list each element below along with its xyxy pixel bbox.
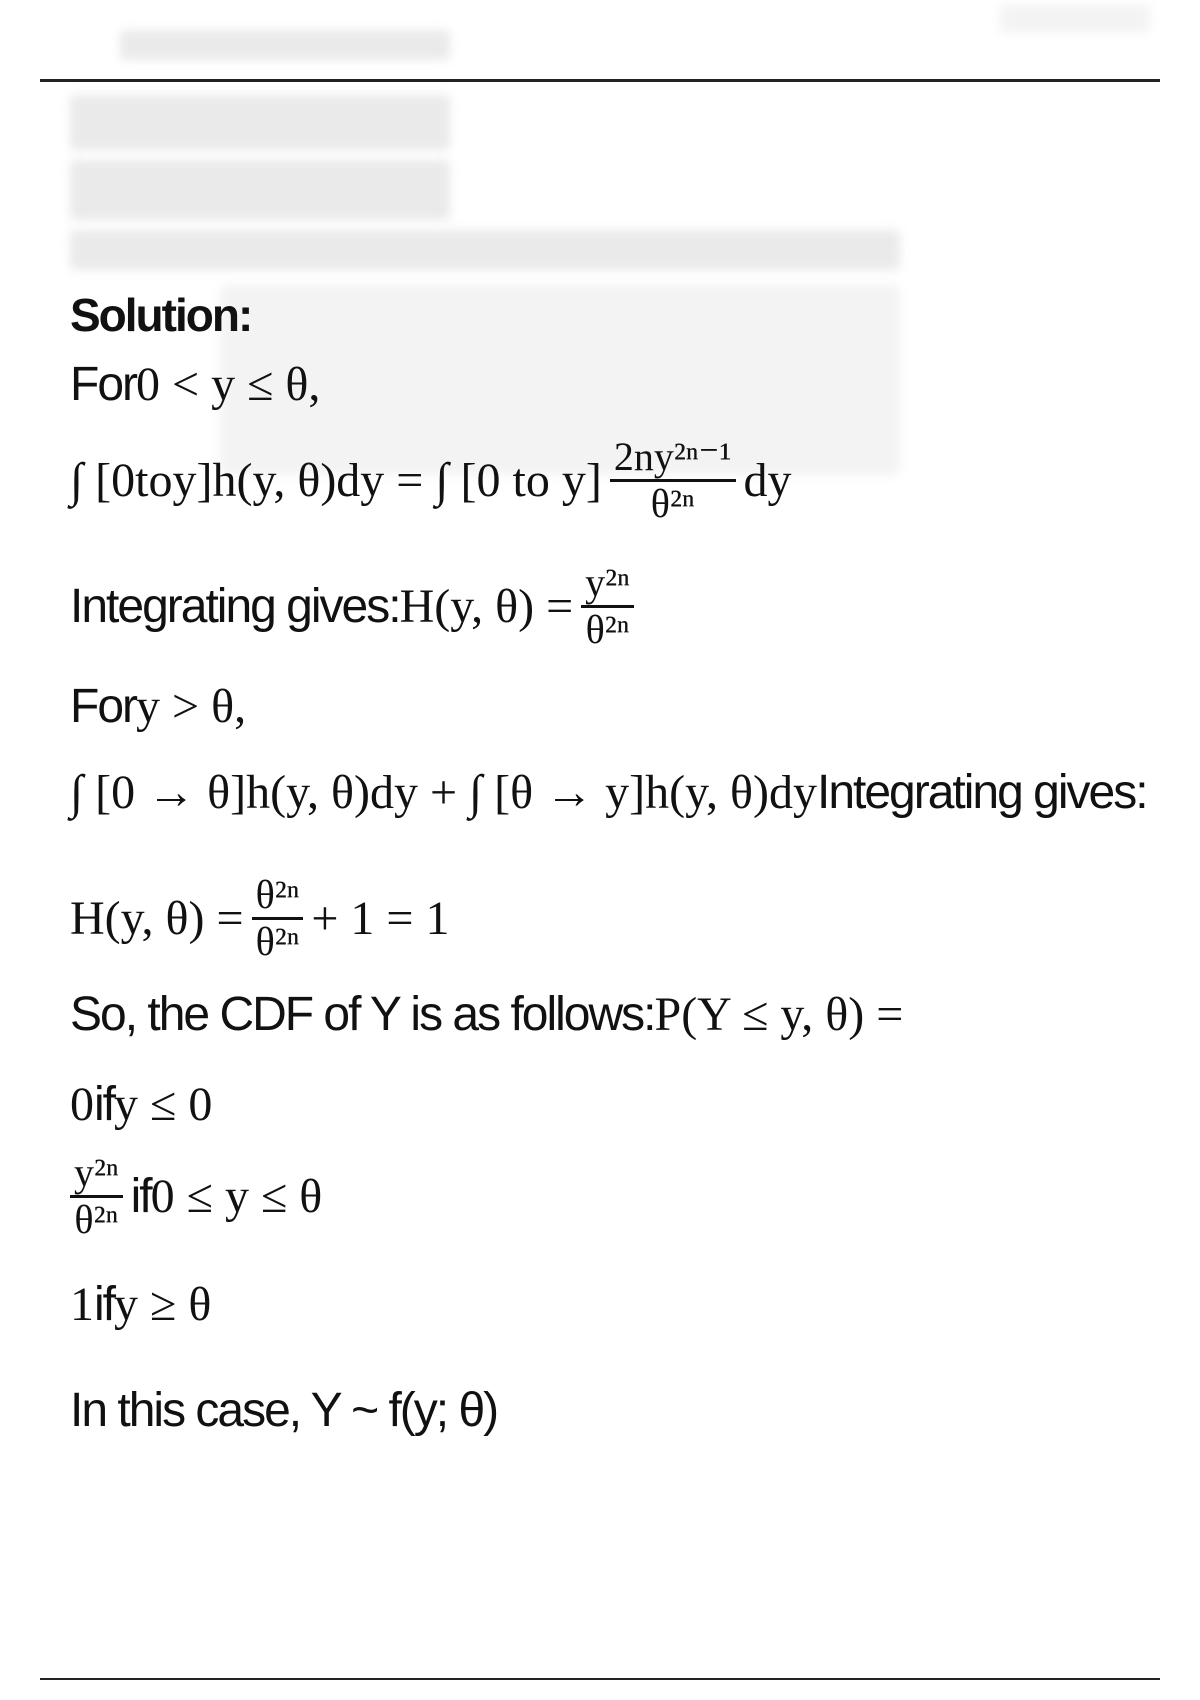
blurred-header-block <box>70 230 900 270</box>
cut-off-line <box>70 1384 530 1439</box>
cdf-piece-3 <box>70 1275 211 1335</box>
line-cdf-intro <box>70 985 903 1045</box>
fraction <box>581 560 634 652</box>
line-math: dy <box>743 453 792 507</box>
line-text: if <box>94 1278 114 1331</box>
line-case-2 <box>70 677 246 737</box>
line-math: P(Y ≤ y, θ) = <box>654 988 904 1041</box>
line-math: 1 <box>70 1278 94 1331</box>
line-math: H(y, θ) = <box>399 579 574 633</box>
top-rule <box>40 79 1160 82</box>
fraction-denominator: θ²ⁿ <box>255 919 300 964</box>
fraction <box>610 434 736 526</box>
fraction-denominator: θ²ⁿ <box>650 481 695 526</box>
fraction-numerator: 2ny²ⁿ⁻¹ <box>610 437 736 482</box>
line-math: 0 ≤ y ≤ θ <box>150 1169 323 1223</box>
line-result-2 <box>70 872 450 964</box>
blurred-header-block <box>1000 5 1150 33</box>
blurred-header-block <box>70 160 450 220</box>
line-math: y ≤ 0 <box>114 1078 213 1131</box>
line-math: + 1 = 1 <box>311 891 450 945</box>
line-math: y ≥ θ <box>114 1278 212 1331</box>
line-case-1 <box>70 355 320 415</box>
line-text: Integrating gives: <box>816 766 1147 819</box>
line-text: Integrating gives: <box>70 579 400 633</box>
fraction-numerator: θ²ⁿ <box>252 875 304 920</box>
line-integral-1 <box>70 434 792 526</box>
fraction-denominator: θ²ⁿ <box>585 607 630 652</box>
fraction-denominator: θ²ⁿ <box>74 1197 119 1242</box>
line-text: For <box>70 680 136 733</box>
line-text: if <box>130 1169 151 1223</box>
fraction-numerator: y²ⁿ <box>70 1153 123 1198</box>
fraction <box>70 1150 123 1242</box>
line-math: ∫ [0 → θ]h(y, θ)dy + ∫ [θ → y]h(y, θ)dy <box>70 766 817 819</box>
line-integral-2 <box>70 763 1147 823</box>
line-math: H(y, θ) = <box>70 891 244 945</box>
line-text: For <box>70 358 136 411</box>
bottom-rule <box>40 1678 1160 1680</box>
line-math: y > θ, <box>136 680 247 733</box>
cut-off-text: In this case, Y ~ f(y; θ) <box>70 1384 498 1437</box>
line-math: 0 <box>70 1078 94 1131</box>
solution-heading: Solution: <box>70 289 252 341</box>
line-math: 0 < y ≤ θ, <box>136 358 321 411</box>
line-text: if <box>94 1078 114 1131</box>
blurred-header-block <box>120 30 450 60</box>
cdf-piece-1 <box>70 1075 212 1135</box>
cdf-piece-2 <box>70 1150 323 1242</box>
line-text: So, the CDF of Y is as follows: <box>70 988 655 1041</box>
fraction-numerator: y²ⁿ <box>581 563 634 608</box>
line-integrating-1 <box>70 560 642 652</box>
line-math: ∫ [0toy]h(y, θ)dy = ∫ [0 to y] <box>70 453 602 507</box>
blurred-header-block <box>70 95 450 150</box>
fraction <box>252 872 304 964</box>
